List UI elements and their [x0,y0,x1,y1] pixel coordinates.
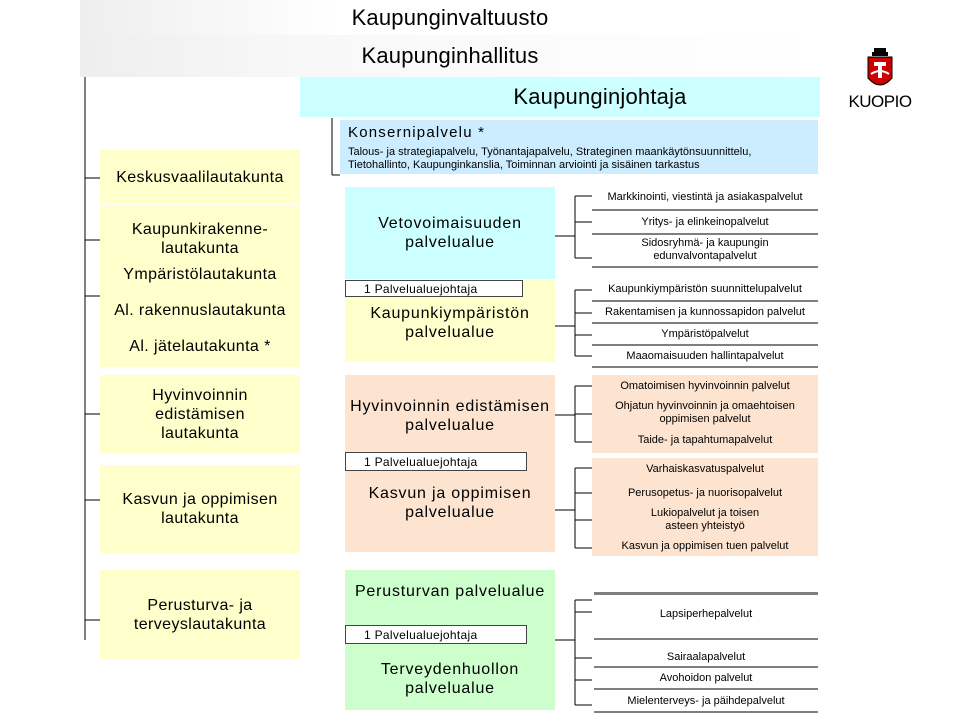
service-item: Markkinointi, viestintä ja asiakaspalvelut [592,187,818,207]
area-head-label: 1 Palvelualuejohtaja [364,454,478,469]
area-terveydenhuolto-title [345,658,555,700]
service-divider [592,344,818,346]
service-item: Mielenterveys- ja päihdepalvelut [594,692,818,710]
service-divider [594,592,818,595]
area-head-kaupunkiymparisto [345,280,523,297]
area-hyvinvointi [345,375,555,457]
area-head-label: 1 Palvelualuejohtaja [364,281,478,296]
service-item: Kaupunkiympäristön suunnittelupalvelut [592,280,818,298]
board-hyvinvointi [100,375,300,453]
kuopio-coat-of-arms-icon [838,48,922,92]
board-label: Al. jätelautakunta * [129,337,271,355]
johtaja-band [300,77,820,117]
hallitus-title: Kaupunginhallitus [361,43,539,68]
board-label: Kaupunkirakenne- lautakunta [131,221,269,257]
area-kaupunkiymparisto-title [345,302,555,344]
service-item: Ohjatun hyvinvoinnin ja omaehtoisen oppimisen palvelut [594,398,816,428]
area-head-perusturva [345,625,527,644]
area-label: Kaupunkiympäristön palvelualue [370,305,530,341]
service-item: Sidosryhmä- ja kaupungin edunvalvontapalvelut [592,236,818,264]
board-kasvun [100,465,300,553]
logo-text: KUOPIO [848,92,912,111]
johtaja-title: Kaupunginjohtaja [513,84,687,109]
area-perusturva [345,570,555,710]
area-head-kasvun [345,452,527,471]
valtuusto-title: Kaupunginvaltuusto [351,4,549,30]
board-label: Perusturva- ja terveyslautakunta [133,597,267,633]
service-item: Ympäristöpalvelut [592,325,818,343]
board-label: Kasvun ja oppimisen lautakunta [122,491,278,527]
area-label: Vetovoimaisuuden palvelualue [378,215,522,251]
board-perusturva [100,570,300,660]
service-item: Maaomaisuuden hallintapalvelut [592,347,818,365]
area-perusturva-title [345,576,555,606]
service-item: Yritys- ja elinkeinopalvelut [592,213,818,231]
service-item: Lapsiperhepalvelut [594,604,818,624]
service-item: Lukiopalvelut ja toisen asteen yhteistyö [594,505,816,535]
board-label: Keskusvaalilautakunta [116,168,284,186]
area-kasvun-title [345,482,555,524]
konserni-title: Konsernipalvelu * [348,124,486,141]
service-item: Varhaiskasvatuspalvelut [594,461,816,477]
service-item: Taide- ja tapahtumapalvelut [594,432,816,448]
board-rakennus [100,299,300,321]
area-vetovoima [345,187,555,279]
valtuusto-band [80,0,820,35]
service-divider [592,209,818,211]
area-kasvun [345,452,555,552]
service-item: Omatoimisen hyvinvoinnin palvelut [594,378,816,394]
area-label: Perusturvan palvelualue [354,582,546,600]
service-item: Sairaalapalvelut [594,648,818,666]
service-divider [594,688,818,690]
board-group-kaupunkirakenne [100,205,300,367]
area-label: Terveydenhuollon palvelualue [380,661,520,697]
konserni-box [340,120,818,174]
service-divider [592,300,818,302]
board-kaupunkirakenne [100,218,300,260]
board-label: Hyvinvoinnin edistämisen lautakunta [152,386,248,442]
board-keskusvaali [100,150,300,204]
service-item: Kasvun ja oppimisen tuen palvelut [594,538,816,554]
service-item: Perusopetus- ja nuorisopalvelut [594,485,816,501]
service-divider [592,366,818,368]
board-label: Ympäristölautakunta [123,265,277,283]
area-kaupunkiymparisto [345,280,555,362]
board-jate [100,335,300,357]
service-divider [594,711,818,713]
service-item: Avohoidon palvelut [594,669,818,687]
service-divider [592,233,818,235]
service-divider [594,666,818,668]
service-divider [594,638,818,640]
service-divider [592,266,818,268]
area-label: Hyvinvoinnin edistämisen palvelualue [350,398,550,434]
area-head-label: 1 Palvelualuejohtaja [364,627,478,642]
kuopio-logo [838,48,922,112]
service-divider [592,322,818,324]
area-label: Kasvun ja oppimisen palvelualue [368,485,532,521]
hallitus-band [80,35,820,77]
konserni-desc: Talous- ja strategiapalvelu, Työnantajapalvelu, Strateginen maankäytönsuunnittelu, Tietohallinto, Kaupunginkanslia, Toiminnan arviointi ja sisäinen tarkastus [348,146,752,171]
service-item: Rakentamisen ja kunnossapidon palvelut [592,303,818,321]
board-label: Al. rakennuslautakunta [114,301,286,319]
board-ymparisto [100,263,300,285]
